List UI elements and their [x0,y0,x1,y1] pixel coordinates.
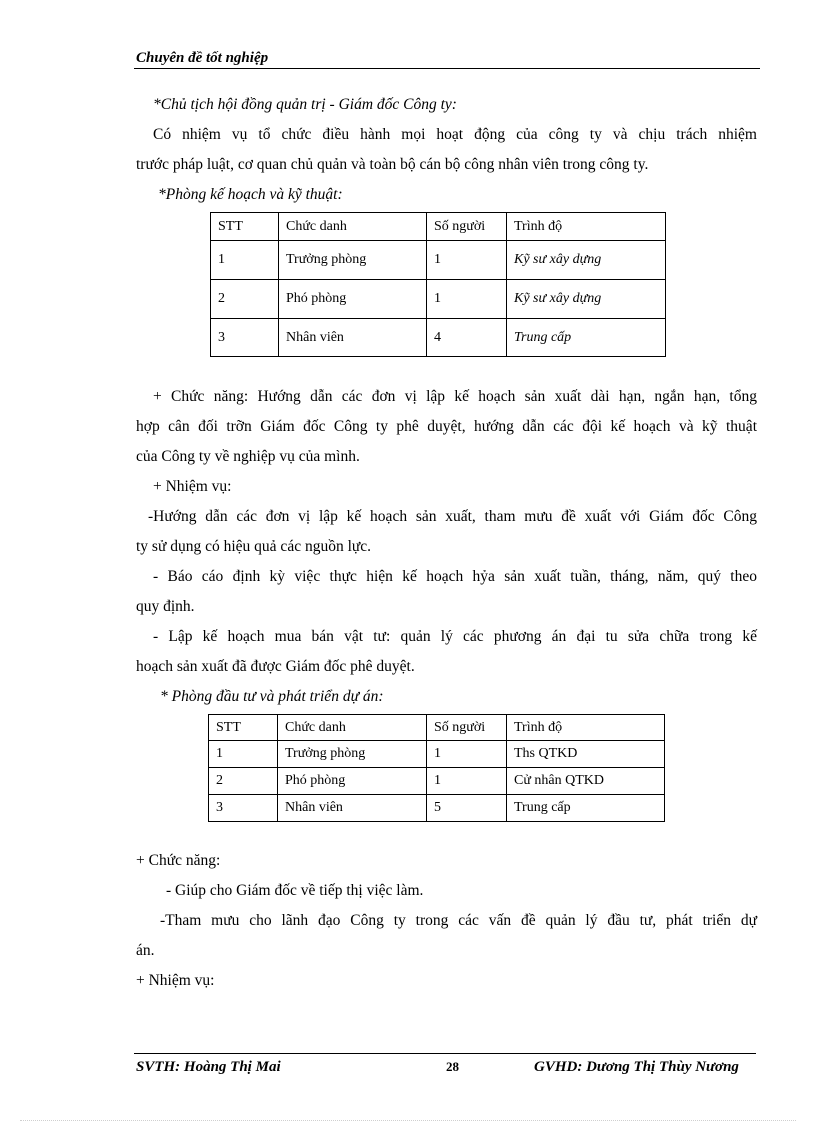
paragraph-line: hợp cân đối trỡn Giám đốc Công ty phê duyệt, hướng dẫn các đội kế hoạch và kỹ thuật [136,418,757,435]
paragraph-line: - Lập kế hoạch mua bán vật tư: quản lý các phương án đại tu sửa chữa trong kế [153,628,757,645]
table-cell: 1 [209,741,278,768]
page-number: 28 [446,1059,459,1074]
section-heading-investment: * Phòng đầu tư và phát triển dự án: [160,688,384,705]
paragraph-line: án. [136,942,155,959]
table-header-cell: Trình độ [507,715,665,741]
paragraph-line: ty sử dụng có hiệu quả các nguồn lực. [136,538,372,555]
table-cell: Phó phòng [279,280,427,319]
table-cell: 3 [211,319,279,357]
table-header-cell: Chức danh [278,715,427,741]
table-cell: Trưởng phòng [278,741,427,768]
footer-divider [134,1053,756,1054]
paragraph-line: + Chức năng: [136,852,221,869]
table-cell: Trưởng phòng [279,241,427,280]
paragraph-line: của Công ty về nghiệp vụ của mình. [136,448,360,465]
paragraph-line: + Nhiệm vụ: [153,478,232,495]
table-header-cell: Số người [427,715,507,741]
table-header-cell: STT [211,213,279,241]
table-cell: Trung cấp [507,319,666,357]
table-row [211,280,666,319]
table-header-row [209,715,665,741]
table-cell: Cử nhân QTKD [507,768,665,795]
table-cell: Kỹ sư xây dựng [507,280,666,319]
table-cell: 3 [209,795,278,822]
table-cell: 1 [211,241,279,280]
paragraph-line: -Hướng dẫn các đơn vị lập kế hoạch sản xuất, tham mưu đề xuất với Giám đốc Công [148,508,757,525]
paragraph-line: Có nhiệm vụ tổ chức điều hành mọi hoạt động của công ty và chịu trách nhiệm [153,126,757,143]
table-cell: Trung cấp [507,795,665,822]
table-row [211,319,666,357]
table-header-row [211,213,666,241]
paragraph-line: + Chức năng: Hướng dẫn các đơn vị lập kế hoạch sản xuất dài hạn, ngắn hạn, tổng [153,388,757,405]
header-title: Chuyên đề tốt nghiệp [136,50,269,66]
page-edge-divider [20,1120,796,1121]
paragraph-line: hoạch sản xuất đã được Giám đốc phê duyệt. [136,658,415,675]
table-cell: 2 [209,768,278,795]
table-cell: 2 [211,280,279,319]
table-cell: Nhân viên [278,795,427,822]
footer-supervisor: GVHD: Dương Thị Thùy Nương [534,1059,739,1075]
section-heading-planning: *Phòng kế hoạch và kỹ thuật: [158,186,343,203]
table-header-cell: Số người [427,213,507,241]
table-cell: 1 [427,280,507,319]
table-header-cell: Trình độ [507,213,666,241]
table-header-cell: Chức danh [279,213,427,241]
table-cell: 1 [427,241,507,280]
table-cell: 4 [427,319,507,357]
header-divider [134,68,760,69]
section-heading-chairman: *Chủ tịch hội đồng quản trị - Giám đốc Công ty: [153,96,457,113]
planning-staff-table [210,212,666,357]
paragraph-line: trước pháp luật, cơ quan chủ quản và toàn bộ cán bộ công nhân viên trong công ty. [136,156,649,173]
table-cell: Ths QTKD [507,741,665,768]
footer-student: SVTH: Hoàng Thị Mai [136,1059,281,1075]
table-row [209,795,665,822]
table-cell: 1 [427,741,507,768]
table-row [211,241,666,280]
paragraph-line: - Giúp cho Giám đốc về tiếp thị việc làm. [166,882,424,899]
table-cell: Nhân viên [279,319,427,357]
table-row [209,768,665,795]
table-row [209,741,665,768]
investment-staff-table [208,714,665,822]
table-cell: Phó phòng [278,768,427,795]
table-cell: Kỹ sư xây dựng [507,241,666,280]
paragraph-line: + Nhiệm vụ: [136,972,215,989]
table-header-cell: STT [209,715,278,741]
table-cell: 1 [427,768,507,795]
paragraph-line: - Báo cáo định kỳ việc thực hiện kế hoạch hỷa sản xuất tuần, tháng, năm, quý theo [153,568,757,585]
paragraph-line: quy định. [136,598,195,615]
paragraph-line: -Tham mưu cho lãnh đạo Công ty trong các vấn đề quản lý đầu tư, phát triển dự [160,912,757,929]
table-cell: 5 [427,795,507,822]
